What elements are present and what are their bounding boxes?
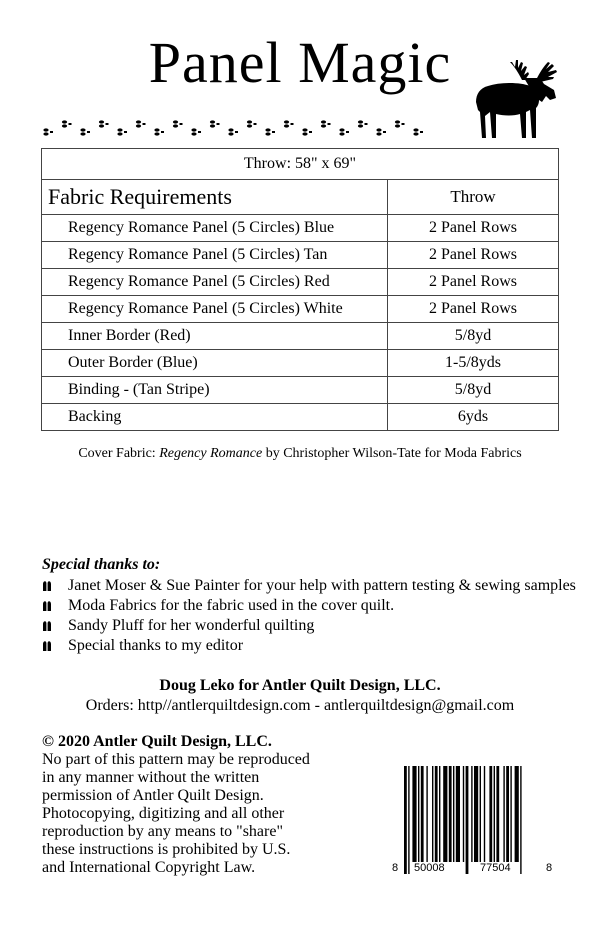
list-item xyxy=(42,636,576,656)
cover-suffix: by Christopher Wilson-Tate for Moda Fabrics xyxy=(262,446,522,461)
fabric-name: Regency Romance Panel (5 Circles) Red xyxy=(42,269,388,296)
thanks-text: Sandy Pluff for her wonderful quilting xyxy=(68,617,315,634)
hoof-prints-decoration xyxy=(40,112,430,142)
barcode-bar xyxy=(432,766,433,862)
barcode-bar xyxy=(480,766,481,862)
barcode-bar xyxy=(474,766,478,862)
fabric-name: Outer Border (Blue) xyxy=(42,350,388,377)
special-thanks-list xyxy=(42,576,576,656)
barcode-digit: 77504 xyxy=(480,862,511,874)
moose-logo-icon xyxy=(470,58,560,140)
throw-column-header: Throw xyxy=(388,180,559,215)
cover-fabric-name: Regency Romance xyxy=(159,446,263,461)
hoof-bullet-icon xyxy=(42,580,52,592)
copyright-notice xyxy=(42,733,362,877)
barcode-bar xyxy=(494,766,495,862)
hoof-print-icon xyxy=(247,120,257,127)
page-title: Panel Magic xyxy=(148,30,452,95)
fabric-amount: 2 Panel Rows xyxy=(388,242,559,269)
table-row xyxy=(42,404,559,431)
hoof-print-icon xyxy=(302,128,312,135)
barcode-bar xyxy=(456,766,460,862)
hoof-print-icon xyxy=(284,120,294,127)
copyright-line: No part of this pattern may be reproduced xyxy=(42,751,310,768)
copyright-line: in any manner without the written xyxy=(42,769,260,786)
cover-prefix: Cover Fabric: xyxy=(78,446,160,461)
fabric-amount: 2 Panel Rows xyxy=(388,296,559,323)
designer-credit: Doug Leko for Antler Quilt Design, LLC. xyxy=(159,677,441,694)
table-row xyxy=(42,377,559,404)
fabric-name: Backing xyxy=(42,404,388,431)
barcode-bar xyxy=(510,766,511,862)
barcode-bar xyxy=(439,766,440,862)
list-item xyxy=(42,576,576,596)
hoof-print-icon xyxy=(265,128,275,135)
barcode-bar xyxy=(466,766,469,874)
hoof-print-icon xyxy=(191,128,201,135)
barcode-bar xyxy=(412,766,416,862)
copyright-heading: © 2020 Antler Quilt Design, LLC. xyxy=(42,733,272,750)
copyright-line: permission of Antler Quilt Design. xyxy=(42,787,264,804)
hoof-print-icon xyxy=(413,128,423,135)
hoof-print-icon xyxy=(136,120,146,127)
fabric-name: Inner Border (Red) xyxy=(42,323,388,350)
barcode-bar xyxy=(418,766,419,862)
barcode-bar xyxy=(515,766,519,862)
barcode-bar xyxy=(489,766,492,862)
hoof-print-icon xyxy=(376,128,386,135)
hoof-bullet-icon xyxy=(42,620,52,632)
barcode-bar xyxy=(506,766,509,862)
hoof-print-icon xyxy=(43,128,53,135)
hoof-print-icon xyxy=(62,120,72,127)
table-row xyxy=(42,215,559,242)
thanks-text: Special thanks to my editor xyxy=(68,637,244,654)
barcode-bar xyxy=(463,766,464,862)
hoof-print-icon xyxy=(173,120,183,127)
fabric-amount: 2 Panel Rows xyxy=(388,269,559,296)
fabric-name: Binding - (Tan Stripe) xyxy=(42,377,388,404)
copyright-line: and International Copyright Law. xyxy=(42,859,256,876)
barcode-bar xyxy=(404,766,407,874)
fabric-requirements-table xyxy=(41,148,559,431)
barcode-bar xyxy=(484,766,485,862)
copyright-line: Photocopying, digitizing and all other xyxy=(42,805,285,822)
hoof-bullet-icon xyxy=(42,640,52,652)
fabric-amount: 6yds xyxy=(388,404,559,431)
barcode-bar xyxy=(443,766,447,862)
hoof-print-icon xyxy=(210,120,220,127)
barcode-bar xyxy=(426,766,427,862)
hoof-print-icon xyxy=(228,128,238,135)
barcode-bar xyxy=(449,766,452,862)
hoof-print-icon xyxy=(154,128,164,135)
hoof-print-icon xyxy=(358,120,368,127)
hoof-print-icon xyxy=(339,128,349,135)
quilt-size-label: Throw: 58" x 69" xyxy=(42,149,559,180)
fabric-amount: 5/8yd xyxy=(388,323,559,350)
barcode-bar xyxy=(496,766,499,862)
hoof-bullet-icon xyxy=(42,600,52,612)
orders-line: Orders: http//antlerquiltdesign.com - antlerquiltdesign@gmail.com xyxy=(85,697,515,714)
barcode-bar xyxy=(435,766,438,862)
fabric-requirements-header: Fabric Requirements xyxy=(42,180,388,215)
fabric-name: Regency Romance Panel (5 Circles) White xyxy=(42,296,388,323)
fabric-amount: 2 Panel Rows xyxy=(388,215,559,242)
hoof-print-icon xyxy=(99,120,109,127)
table-row xyxy=(42,269,559,296)
fabric-amount: 1-5/8yds xyxy=(388,350,559,377)
barcode-bar xyxy=(408,766,409,874)
barcode-digit: 8 xyxy=(546,862,553,874)
copyright-line: reproduction by any means to "share" xyxy=(42,823,283,840)
fabric-name: Regency Romance Panel (5 Circles) Tan xyxy=(42,242,388,269)
barcode-bar xyxy=(471,766,472,862)
table-row xyxy=(42,296,559,323)
list-item xyxy=(42,596,576,616)
barcode-digit: 50008 xyxy=(414,862,445,874)
table-row xyxy=(42,350,559,377)
cover-fabric-note xyxy=(0,446,600,462)
hoof-print-icon xyxy=(321,120,331,127)
thanks-text: Janet Moser & Sue Painter for your help with pattern testing & sewing samples xyxy=(68,577,576,594)
copyright-line: these instructions is prohibited by U.S. xyxy=(42,841,291,858)
barcode-bar xyxy=(421,766,424,862)
fabric-amount: 5/8yd xyxy=(388,377,559,404)
thanks-text: Moda Fabrics for the fabric used in the cover quilt. xyxy=(68,597,395,614)
fabric-name: Regency Romance Panel (5 Circles) Blue xyxy=(42,215,388,242)
hoof-print-icon xyxy=(395,120,405,127)
hoof-print-icon xyxy=(117,128,127,135)
barcode-bar xyxy=(453,766,454,862)
special-thanks-heading: Special thanks to: xyxy=(42,556,161,573)
barcode-bar xyxy=(520,766,521,874)
hoof-print-icon xyxy=(80,128,90,135)
barcode-bar xyxy=(503,766,504,862)
table-row xyxy=(42,242,559,269)
list-item xyxy=(42,616,576,636)
barcode-digit: 8 xyxy=(392,862,399,874)
table-row xyxy=(42,323,559,350)
